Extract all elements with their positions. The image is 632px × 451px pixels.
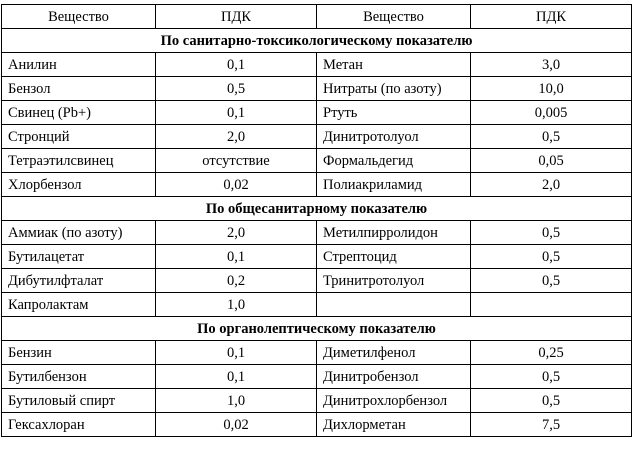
table-header <box>2 5 632 29</box>
substance-name: Метан <box>317 53 471 77</box>
substance-name: Ртуть <box>317 101 471 125</box>
table-row <box>2 149 632 173</box>
mpc-value: 0,02 <box>156 173 317 197</box>
substance-name <box>317 293 471 317</box>
mpc-value: 1,0 <box>156 389 317 413</box>
substance-name: Бензин <box>2 341 156 365</box>
header-substance-2: Вещество <box>317 5 471 29</box>
mpc-table <box>1 4 632 437</box>
substance-name: Формальдегид <box>317 149 471 173</box>
substance-name: Анилин <box>2 53 156 77</box>
substance-name: Бензол <box>2 77 156 101</box>
substance-name: Тринитротолуол <box>317 269 471 293</box>
mpc-value: 0,2 <box>156 269 317 293</box>
substance-name: Бутилацетат <box>2 245 156 269</box>
mpc-value <box>471 293 632 317</box>
mpc-value: 2,0 <box>156 125 317 149</box>
mpc-value: 0,5 <box>156 77 317 101</box>
substance-name: Гексахлоран <box>2 413 156 437</box>
mpc-value: 0,1 <box>156 341 317 365</box>
mpc-value: 0,5 <box>471 125 632 149</box>
section-header-row <box>2 317 632 341</box>
mpc-value: 0,1 <box>156 365 317 389</box>
mpc-value: 0,1 <box>156 53 317 77</box>
substance-name: Нитраты (по азоту) <box>317 77 471 101</box>
table-body <box>2 29 632 437</box>
substance-name: Дихлорметан <box>317 413 471 437</box>
mpc-value: 1,0 <box>156 293 317 317</box>
section-title: По органолептическому показателю <box>2 317 632 341</box>
substance-name: Полиакриламид <box>317 173 471 197</box>
mpc-value: 0,25 <box>471 341 632 365</box>
mpc-value: 3,0 <box>471 53 632 77</box>
substance-name: Аммиак (по азоту) <box>2 221 156 245</box>
substance-name: Дибутилфталат <box>2 269 156 293</box>
section-header-row <box>2 197 632 221</box>
mpc-value: 7,5 <box>471 413 632 437</box>
substance-name: Стрептоцид <box>317 245 471 269</box>
substance-name: Тетраэтилсвинец <box>2 149 156 173</box>
substance-name: Свинец (Pb+) <box>2 101 156 125</box>
header-mpc-2: ПДК <box>471 5 632 29</box>
table-row <box>2 125 632 149</box>
table-row <box>2 413 632 437</box>
mpc-value: 0,5 <box>471 365 632 389</box>
substance-name: Бутилбензон <box>2 365 156 389</box>
mpc-value: 0,005 <box>471 101 632 125</box>
table-row <box>2 221 632 245</box>
table-row <box>2 245 632 269</box>
table-row <box>2 269 632 293</box>
mpc-value: 0,1 <box>156 101 317 125</box>
mpc-value: 0,5 <box>471 389 632 413</box>
substance-name: Динитротолуол <box>317 125 471 149</box>
table-row <box>2 101 632 125</box>
substance-name: Диметилфенол <box>317 341 471 365</box>
substance-name: Капролактам <box>2 293 156 317</box>
mpc-value: 0,05 <box>471 149 632 173</box>
mpc-value: 0,5 <box>471 269 632 293</box>
substance-name: Стронций <box>2 125 156 149</box>
table-row <box>2 365 632 389</box>
mpc-value: 0,02 <box>156 413 317 437</box>
section-title: По общесанитарному показателю <box>2 197 632 221</box>
substance-name: Динитрохлорбензол <box>317 389 471 413</box>
header-mpc-1: ПДК <box>156 5 317 29</box>
header-row <box>2 5 632 29</box>
table-row <box>2 77 632 101</box>
table-row <box>2 341 632 365</box>
mpc-value: 0,1 <box>156 245 317 269</box>
mpc-value: 2,0 <box>156 221 317 245</box>
table-row <box>2 389 632 413</box>
substance-name: Динитробензол <box>317 365 471 389</box>
mpc-value: 0,5 <box>471 245 632 269</box>
table-row <box>2 173 632 197</box>
substance-name: Хлорбензол <box>2 173 156 197</box>
section-header-row <box>2 29 632 53</box>
substance-name: Метилпирролидон <box>317 221 471 245</box>
section-title: По санитарно-токсикологическому показателю <box>2 29 632 53</box>
mpc-value: 2,0 <box>471 173 632 197</box>
header-substance-1: Вещество <box>2 5 156 29</box>
table-row <box>2 53 632 77</box>
mpc-value: 0,5 <box>471 221 632 245</box>
table-row <box>2 293 632 317</box>
mpc-value: 10,0 <box>471 77 632 101</box>
substance-name: Бутиловый спирт <box>2 389 156 413</box>
mpc-value: отсутствие <box>156 149 317 173</box>
